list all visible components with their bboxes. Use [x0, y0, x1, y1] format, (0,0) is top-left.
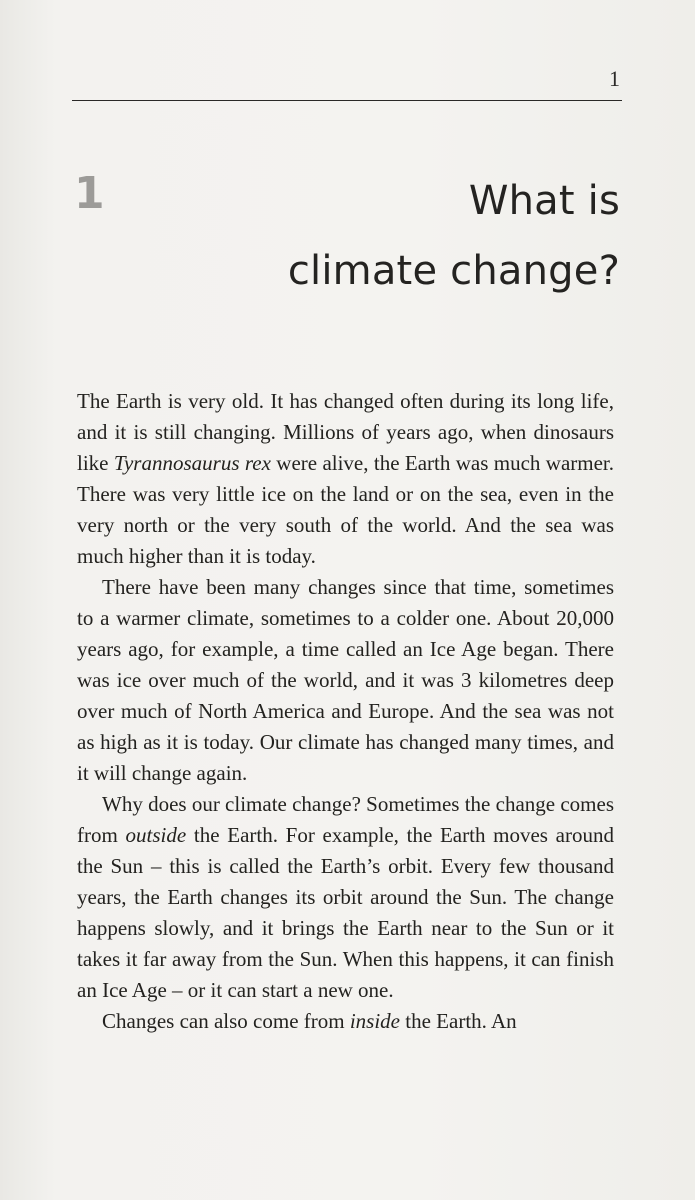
paragraph-text: Changes can also come from: [102, 1009, 350, 1033]
paragraph: [77, 1006, 614, 1037]
body-text: [77, 386, 614, 1037]
paragraph-italic-text: inside: [349, 1009, 401, 1033]
paragraph-text: The Earth is very old. It has changed often during its long life, and it is still changing. Millions of years ago, when dinosaurs like: [77, 389, 614, 475]
paragraph-text: There have been many changes since that time, sometimes to a warmer climate, sometimes to a colder one. About 20,000 years ago, for example, a time called an Ice Age began. There was ice over much of the world, and it was 3 kilometres deep over much of North America and Europe. And the sea was not as high as it is today. Our climate has changed many times, and it will change again.: [77, 575, 614, 785]
paragraph: [77, 572, 614, 789]
paragraph: [77, 789, 614, 1006]
paragraph: [77, 386, 614, 572]
chapter-title-line-2: climate change?: [287, 248, 620, 294]
chapter-title-line-1: What is: [468, 178, 620, 224]
paragraph-text: the Earth. For example, the Earth moves around the Sun – this is called the Earth’s orbit. Every few thousand years, the Earth changes its orbit around the Sun. The change happens slowly, and it brings the Earth near to the Sun or it takes it far away from the Sun. When this happens, it can finish an Ice Age – or it can start a new one.: [77, 823, 614, 1002]
chapter-title: [180, 166, 620, 306]
paragraph-text: the Earth. An: [400, 1009, 517, 1033]
paragraph-text: Why does our climate change? Sometimes the change comes from: [77, 792, 614, 847]
paragraph-italic-text: Tyrannosaurus rex: [113, 451, 271, 475]
chapter-number: 1: [74, 168, 105, 219]
running-head-rule: [72, 64, 622, 101]
paragraph-italic-text: outside: [125, 823, 187, 847]
page-number: 1: [609, 66, 620, 91]
paragraph-text: were alive, the Earth was much warmer. There was very little ice on the land or on the sea, even in the very north or the very south of the world. And the sea was much higher than it is today.: [77, 451, 614, 568]
